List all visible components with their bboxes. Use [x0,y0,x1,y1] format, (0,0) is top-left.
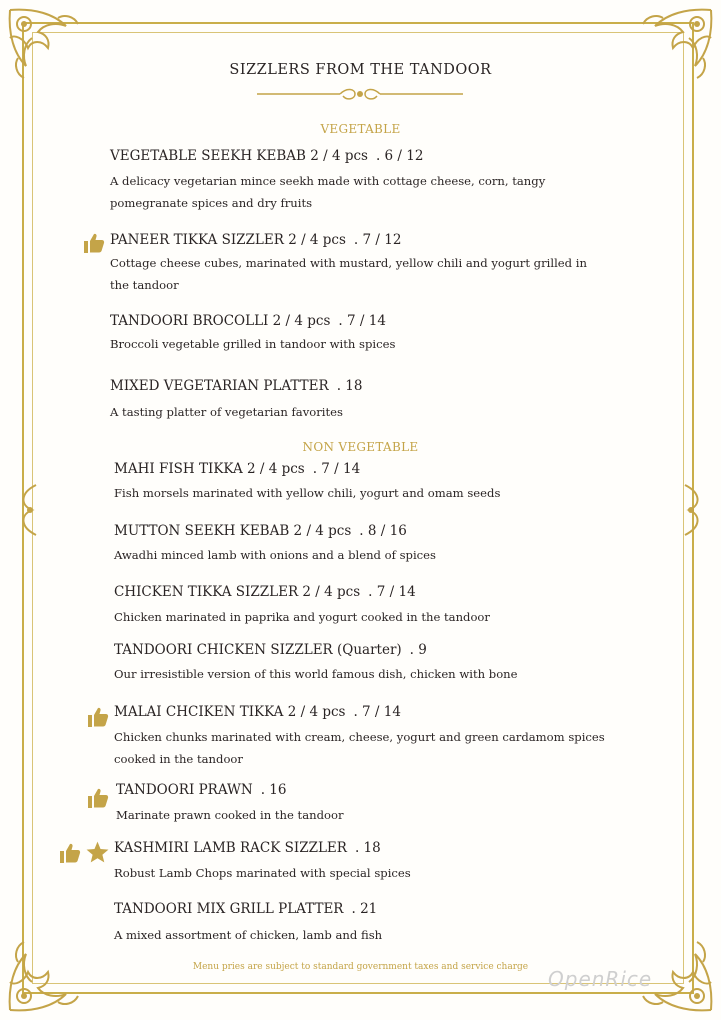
item-price: . 7 / 12 [353,232,402,248]
item-title: TANDOORI MIX GRILL PLATTER [114,901,344,917]
menu-item-description: Awadhi minced lamb with onions and a blend of spices [114,548,436,562]
menu-item-name [114,901,377,917]
side-ornament-left [16,483,42,537]
menu-item-name [114,461,360,477]
item-title: PANEER TIKKA SIZZLER 2 / 4 pcs [110,232,346,248]
corner-ornament-top-left [4,4,94,94]
menu-item-description: A mixed assortment of chicken, lamb and fish [114,928,383,942]
menu-item-name [110,148,423,164]
menu-item-description: Our irresistible version of this world famous dish, chicken with bone [114,667,518,681]
menu-item-name [114,840,381,856]
menu-item-description: Broccoli vegetable grilled in tandoor with spices [110,337,396,351]
menu-item-description: the tandoor [110,278,179,292]
menu-item-name [116,782,286,798]
item-price: . 7 / 14 [338,313,386,329]
corner-ornament-top-right [627,4,717,94]
menu-title: SIZZLERS FROM THE TANDOOR [229,62,492,78]
item-price: . 9 [409,642,427,658]
thumbs-up-icon [86,705,110,729]
item-price: . 7 / 14 [353,704,401,720]
item-title: MALAI CHCIKEN TIKKA 2 / 4 pcs [114,704,346,720]
item-price: . 16 [260,782,287,798]
menu-item-description: Chicken marinated in paprika and yogurt cooked in the tandoor [114,610,490,624]
menu-item-name [110,232,401,248]
item-price: . 7 / 14 [368,584,416,600]
item-title: VEGETABLE SEEKH KEBAB 2 / 4 pcs [110,148,368,164]
menu-item-description: A tasting platter of vegetarian favorites [110,405,343,419]
item-price: . 18 [336,378,363,394]
title-divider [255,86,465,102]
side-ornament-right [679,483,705,537]
thumbs-up-icon [58,841,82,865]
menu-item-description: Cottage cheese cubes, marinated with mustard, yellow chili and yogurt grilled in [110,256,587,270]
item-price: . 18 [354,840,381,856]
star-icon [85,840,110,865]
menu-item-description: pomegranate spices and dry fruits [110,196,313,210]
section-title-vegetable: VEGETABLE [320,122,401,136]
menu-item-description: Robust Lamb Chops marinated with special spices [114,866,411,880]
item-title: TANDOORI CHICKEN SIZZLER (Quarter) [114,642,402,658]
item-title: TANDOORI BROCOLLI 2 / 4 pcs [110,313,331,329]
menu-item-description: Marinate prawn cooked in the tandoor [116,808,344,822]
thumbs-up-icon [82,231,106,255]
watermark: OpenRice [548,967,653,991]
item-title: MUTTON SEEKH KEBAB 2 / 4 pcs [114,523,352,539]
menu-item-description: Fish morsels marinated with yellow chili, yogurt and omam seeds [114,486,501,500]
menu-item-name [110,313,386,329]
menu-item-name [114,642,427,658]
menu-item-description: A delicacy vegetarian mince seekh made with cottage cheese, corn, tangy [110,174,546,188]
item-price: . 7 / 14 [312,461,361,477]
item-title: MAHI FISH TIKKA 2 / 4 pcs [114,461,305,477]
item-price: . 6 / 12 [375,148,424,164]
section-title-non-vegetable: NON VEGETABLE [302,440,419,454]
menu-item-description: Chicken chunks marinated with cream, cheese, yogurt and green cardamom spices [114,730,605,744]
item-title: TANDOORI PRAWN [116,782,253,798]
menu-item-name [114,584,416,600]
menu-item-name [110,378,362,394]
item-price: . 21 [351,901,378,917]
item-title: MIXED VEGETARIAN PLATTER [110,378,329,394]
item-title: CHICKEN TIKKA SIZZLER 2 / 4 pcs [114,584,361,600]
menu-item-description: cooked in the tandoor [114,752,243,766]
thumbs-up-icon [86,786,110,810]
item-price: . 8 / 16 [359,523,407,539]
menu-item-name [114,704,401,720]
price-disclaimer: Menu pries are subject to standard government taxes and service charge [192,962,529,972]
menu-item-name [114,523,407,539]
item-title: KASHMIRI LAMB RACK SIZZLER [114,840,347,856]
